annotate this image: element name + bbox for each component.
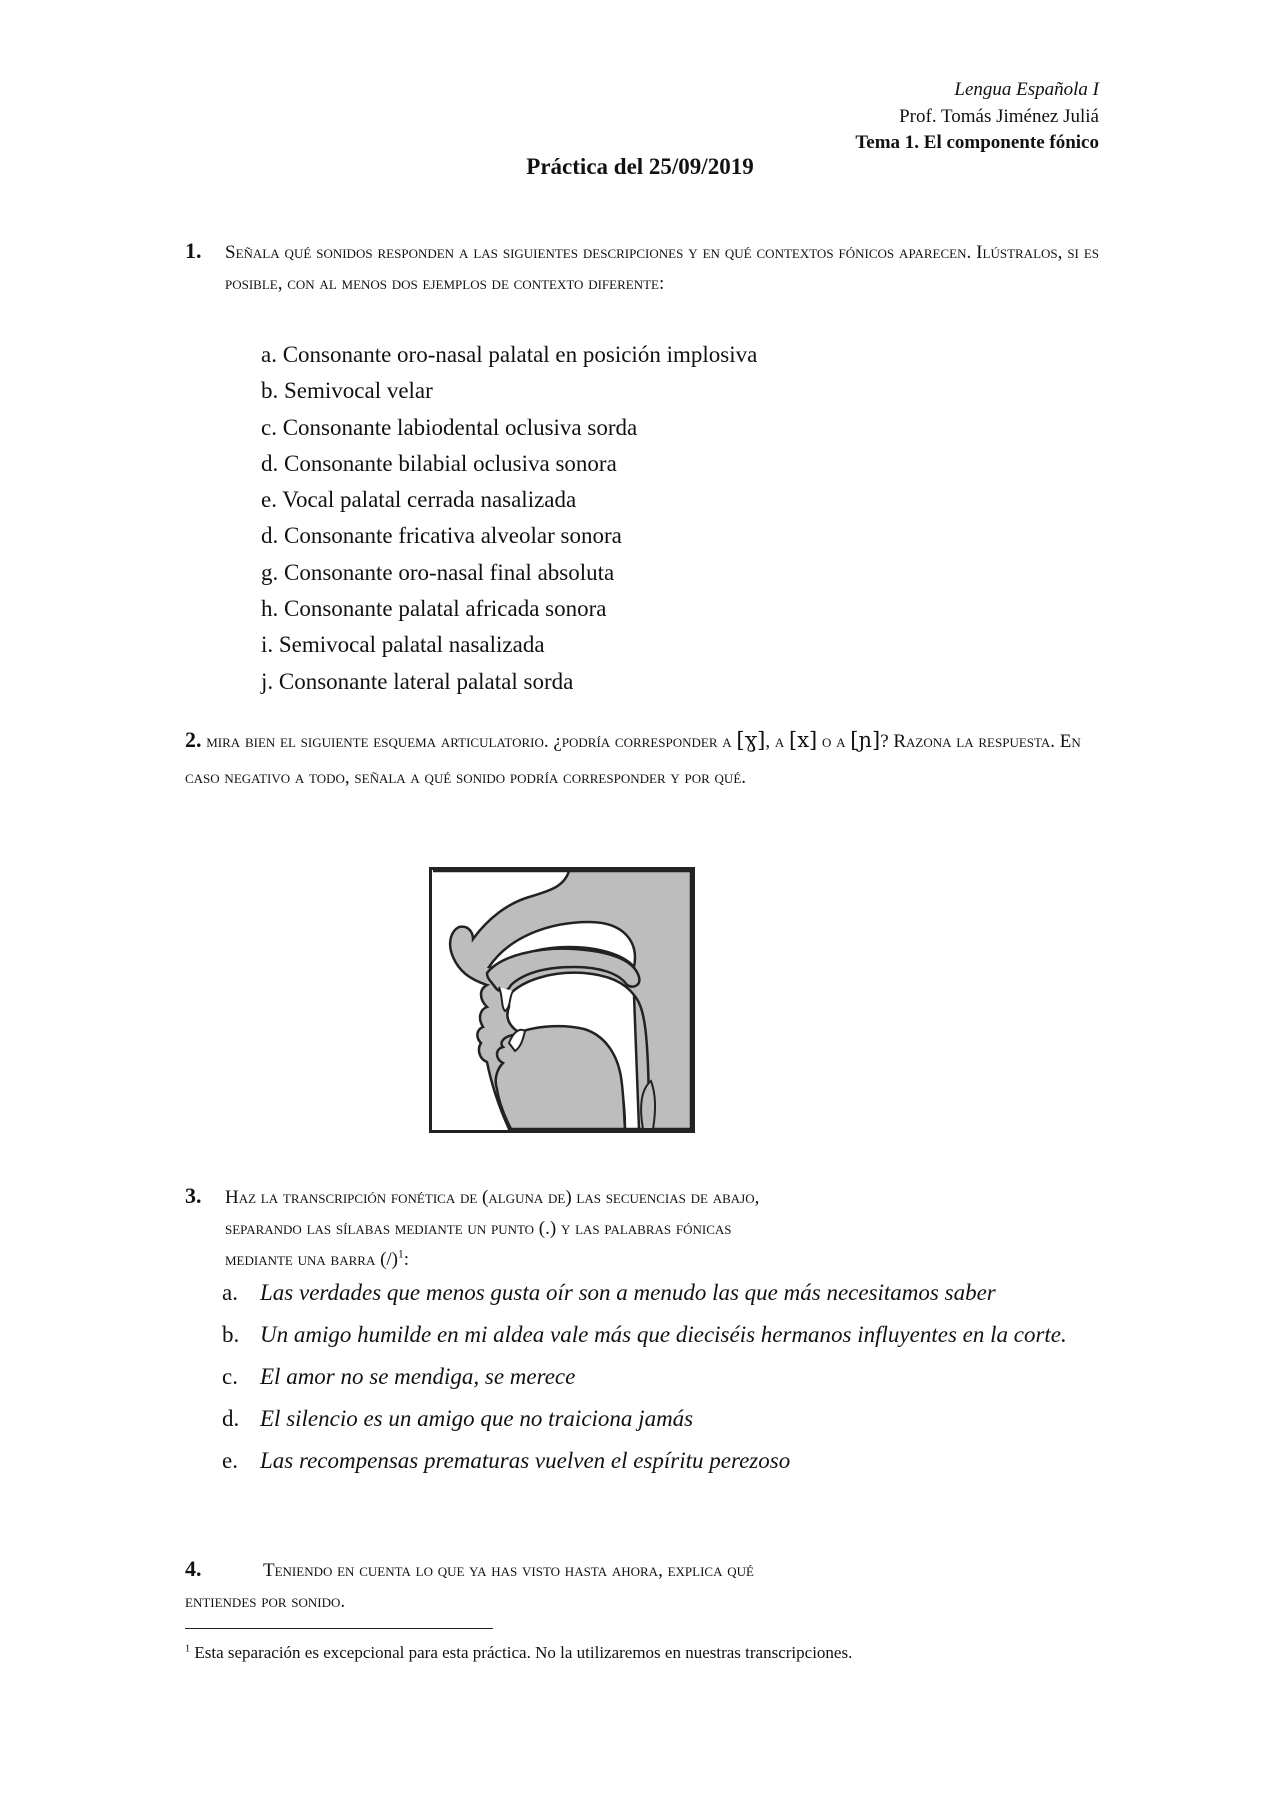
colon-text: : [403,1249,409,1270]
list-item: g. Consonante oro-nasal final absoluta [261,559,615,585]
question-2 [185,722,1099,796]
item-letter: a. [222,1280,238,1305]
list-item: j. Consonante lateral palatal sorda [261,668,574,694]
list-item: h. Consonante palatal africada sonora [261,596,607,622]
question-3-line-3: mediante una barra (/) [225,1249,399,1270]
separator-text: , a [765,731,785,752]
question-4-line-2: entiendes por sonido. [185,1591,346,1612]
list-item [222,1278,1100,1308]
item-text: Las recompensas prematuras vuelven el espíritu perezoso [260,1448,791,1473]
list-item [222,1446,1100,1476]
question-4-line-1: Teniendo en cuenta lo que ya has visto hasta ahora, explica qué [263,1560,754,1581]
footnote-reference[interactable]: 1 [398,1248,404,1261]
item-letter: d. [222,1406,240,1431]
separator-text: o a [822,731,846,752]
question-3-line-2: separando las sílabas mediante un punto (.) y las palabras fónicas [225,1218,732,1239]
ipa-symbol: [x] [789,728,818,752]
item-text: Un amigo humilde en mi aldea vale más que dieciséis hermanos influyentes en la corte. [260,1322,1067,1347]
item-letter: e. [222,1448,238,1473]
professor-name: Prof. Tomás Jiménez Juliá [899,106,1099,127]
question-2-prompt-end: ? Razona la respuesta. En caso negativo a todo, señala a qué sonido podría corresponder y por qué. [185,731,1081,788]
question-3-line-1: Haz la transcripción fonética de (alguna de) las secuencias de abajo, [225,1187,760,1208]
ipa-symbol: [ɣ] [736,728,766,752]
item-text: El amor no se mendiga, se merece [260,1364,576,1389]
list-item: b. Semivocal velar [261,378,433,404]
question-1-list [261,337,757,700]
item-letter: c. [222,1364,238,1389]
question-3 [185,1180,1099,1275]
question-4 [185,1553,1099,1617]
course-name: Lengua Española I [954,79,1099,100]
list-item [222,1404,1100,1434]
question-2-number: 2. [185,727,202,752]
list-item: i. Semivocal palatal nasalizada [261,632,545,658]
item-text: Las verdades que menos gusta oír son a menudo las que más necesitamos saber [260,1280,996,1305]
articulatory-diagram [429,867,695,1133]
question-3-number: 3. [185,1183,202,1208]
question-4-number: 4. [185,1556,202,1581]
topic-title: Tema 1. El componente fónico [855,132,1099,153]
question-2-prompt-start: mira bien el siguiente esquema articulatorio. ¿podría corresponder a [206,731,732,752]
item-text: El silencio es un amigo que no traiciona jamás [260,1406,694,1431]
list-item: a. Consonante oro-nasal palatal en posición implosiva [261,342,758,367]
question-3-list [222,1278,1100,1488]
list-item: d. Consonante bilabial oclusiva sonora [261,450,617,476]
list-item: c. Consonante labiodental oclusiva sorda [261,414,638,440]
footnote [185,1643,852,1663]
list-item: e. Vocal palatal cerrada nasalizada [261,487,577,513]
item-letter: b. [222,1322,240,1347]
footnote-text: Esta separación es excepcional para esta práctica. No la utilizaremos en nuestras transcripciones. [194,1643,853,1662]
question-1 [185,235,1099,299]
question-1-number: 1. [185,238,202,263]
list-item [222,1320,1100,1350]
page-title: Práctica del 25/09/2019 [526,154,754,179]
question-1-prompt: Señala qué sonidos responden a las siguientes descripciones y en qué contextos fónicos aparecen. Ilústralos, si es posible, con al menos dos ejemplos de contexto diferente: [225,242,1099,294]
footnote-number: 1 [185,1643,191,1655]
footnote-divider [185,1628,493,1629]
list-item: d. Consonante fricativa alveolar sonora [261,523,622,549]
list-item [222,1362,1100,1392]
ipa-symbol: [ɲ] [850,728,881,752]
